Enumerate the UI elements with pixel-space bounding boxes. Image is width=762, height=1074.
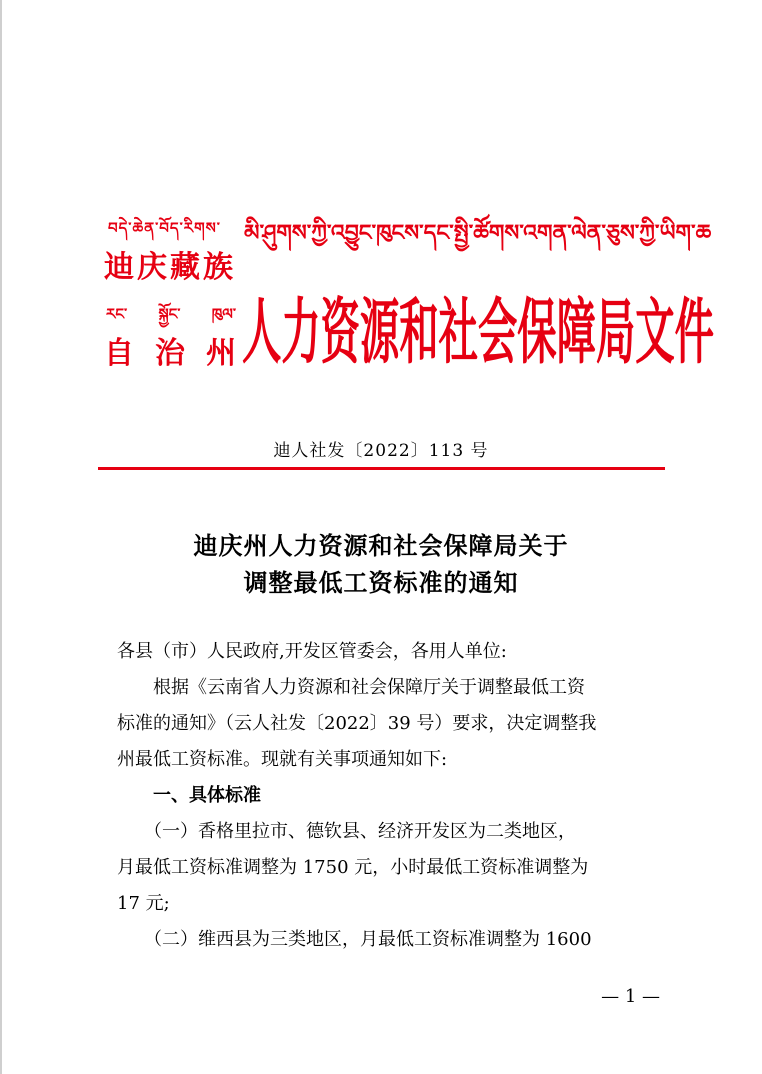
notice-title-line1: 迪庆州人力资源和社会保障局关于 bbox=[193, 531, 569, 560]
paragraph-line: 标准的通知》（云人社发〔2022〕39 号）要求，决定调整我 bbox=[117, 713, 597, 734]
salutation: 各县（市）人民政府,开发区管委会，各用人单位: bbox=[117, 641, 507, 662]
tibetan-word: སྐྱོང་ bbox=[158, 305, 181, 323]
tibetan-prefecture-name: བདེ་ཆེན་བོད་རིགས་ bbox=[108, 219, 221, 237]
paragraph-line: （二）维西县为三类地区，月最低工资标准调整为 1600 bbox=[117, 929, 592, 950]
paragraph-line: 根据《云南省人力资源和社会保障厅关于调整最低工资 bbox=[117, 677, 585, 698]
paragraph-line: （一）香格里拉市、德钦县、经济开发区为二类地区， bbox=[117, 821, 576, 842]
page-number: — 1 — bbox=[601, 986, 660, 1007]
document-number: 迪人社发〔2022〕113 号 bbox=[273, 441, 489, 461]
tibetan-word: ཁུལ་ bbox=[211, 305, 236, 323]
notice-title-line2: 调整最低工资标准的通知 bbox=[243, 568, 519, 597]
prefecture-char: 州 bbox=[206, 336, 236, 371]
paragraph-line: 月最低工资标准调整为 1750 元，小时最低工资标准调整为 bbox=[117, 857, 589, 878]
prefecture-char: 治 bbox=[155, 336, 185, 371]
prefecture-name-line1: 迪庆藏族 bbox=[104, 250, 236, 285]
prefecture-char: 自 bbox=[104, 336, 134, 371]
tibetan-agency-name: མི་ཤུགས་ཀྱི་འབྱུང་ཁུངས་དང་སྤྱི་ཚོགས་འགན་ལེན་ཅུས་ཀྱི་ཡིག་ཆ bbox=[244, 220, 712, 246]
paragraph-line: 17 元; bbox=[117, 893, 170, 914]
paragraph-line: 州最低工资标准。现就有关事项通知如下: bbox=[117, 749, 448, 770]
red-divider bbox=[98, 467, 665, 470]
prefecture-name-line2 bbox=[104, 328, 236, 372]
section-heading: 一、具体标准 bbox=[117, 785, 261, 806]
tibetan-word: རང་ bbox=[106, 305, 128, 323]
agency-title: 人力资源和社会保障局文件 bbox=[242, 289, 714, 374]
